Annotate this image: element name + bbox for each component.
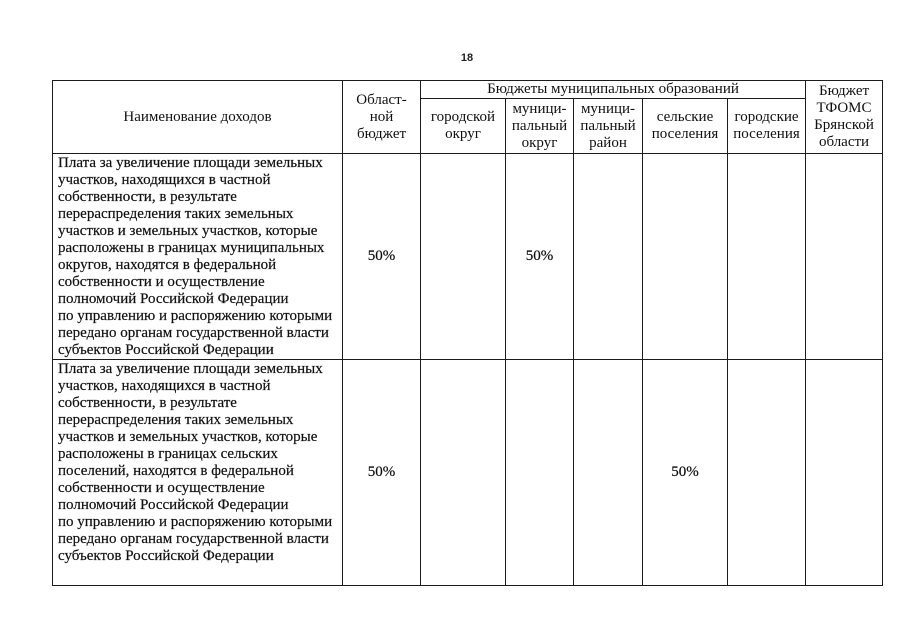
city-district-value — [421, 154, 506, 360]
rural-settlements-value: 50% — [643, 360, 728, 586]
urban-settlements-value — [728, 154, 806, 360]
header-city-district: городской округ — [421, 99, 506, 154]
urban-settlements-value — [728, 360, 806, 586]
income-name-cell: Плата за увеличение площади земельных участков, находящихся в частной собственности, в результате перераспределения таких земельных участков и земельных участков, которые расположены в границах сельских поселений, находятся в федеральной собственности и осуществление полномочий Российской Федерации по управлению и распоряжению которыми передано органам государственной власти субъектов Российской Федерации — [53, 360, 343, 586]
tfoms-budget-value — [806, 360, 883, 586]
header-municipal-budgets: Бюджеты муниципальных образований — [421, 81, 806, 99]
header-rural-settlements: сельские поселения — [643, 99, 728, 154]
municipal-district-value — [506, 360, 574, 586]
header-row-top — [53, 81, 883, 99]
city-district-value — [421, 360, 506, 586]
rural-settlements-value — [643, 154, 728, 360]
page-number: 18 — [460, 52, 474, 64]
header-urban-settlements: городские поселения — [728, 99, 806, 154]
regional-budget-value: 50% — [343, 154, 421, 360]
income-row — [53, 154, 883, 360]
header-municipal-district: муници- пальный округ — [506, 99, 574, 154]
income-row — [53, 360, 883, 586]
header-regional-budget: Област- ной бюджет — [343, 81, 421, 154]
municipal-district-value: 50% — [506, 154, 574, 360]
income-distribution-table — [52, 80, 883, 586]
tfoms-budget-value — [806, 154, 883, 360]
header-tfoms-budget: Бюджет ТФОМС Брянской области — [806, 81, 883, 154]
header-income-name: Наименование доходов — [53, 81, 343, 154]
municipal-area-value — [574, 360, 643, 586]
regional-budget-value: 50% — [343, 360, 421, 586]
income-name-cell: Плата за увеличение площади земельных участков, находящихся в частной собственности, в результате перераспределения таких земельных участков и земельных участков, которые расположены в границах муниципальных округов, находятся в федеральной собственности и осуществление полномочий Российской Федерации по управлению и распоряжению которыми передано органам государственной власти субъектов Российской Федерации — [53, 154, 343, 360]
header-municipal-area: муници- пальный район — [574, 99, 643, 154]
municipal-area-value — [574, 154, 643, 360]
